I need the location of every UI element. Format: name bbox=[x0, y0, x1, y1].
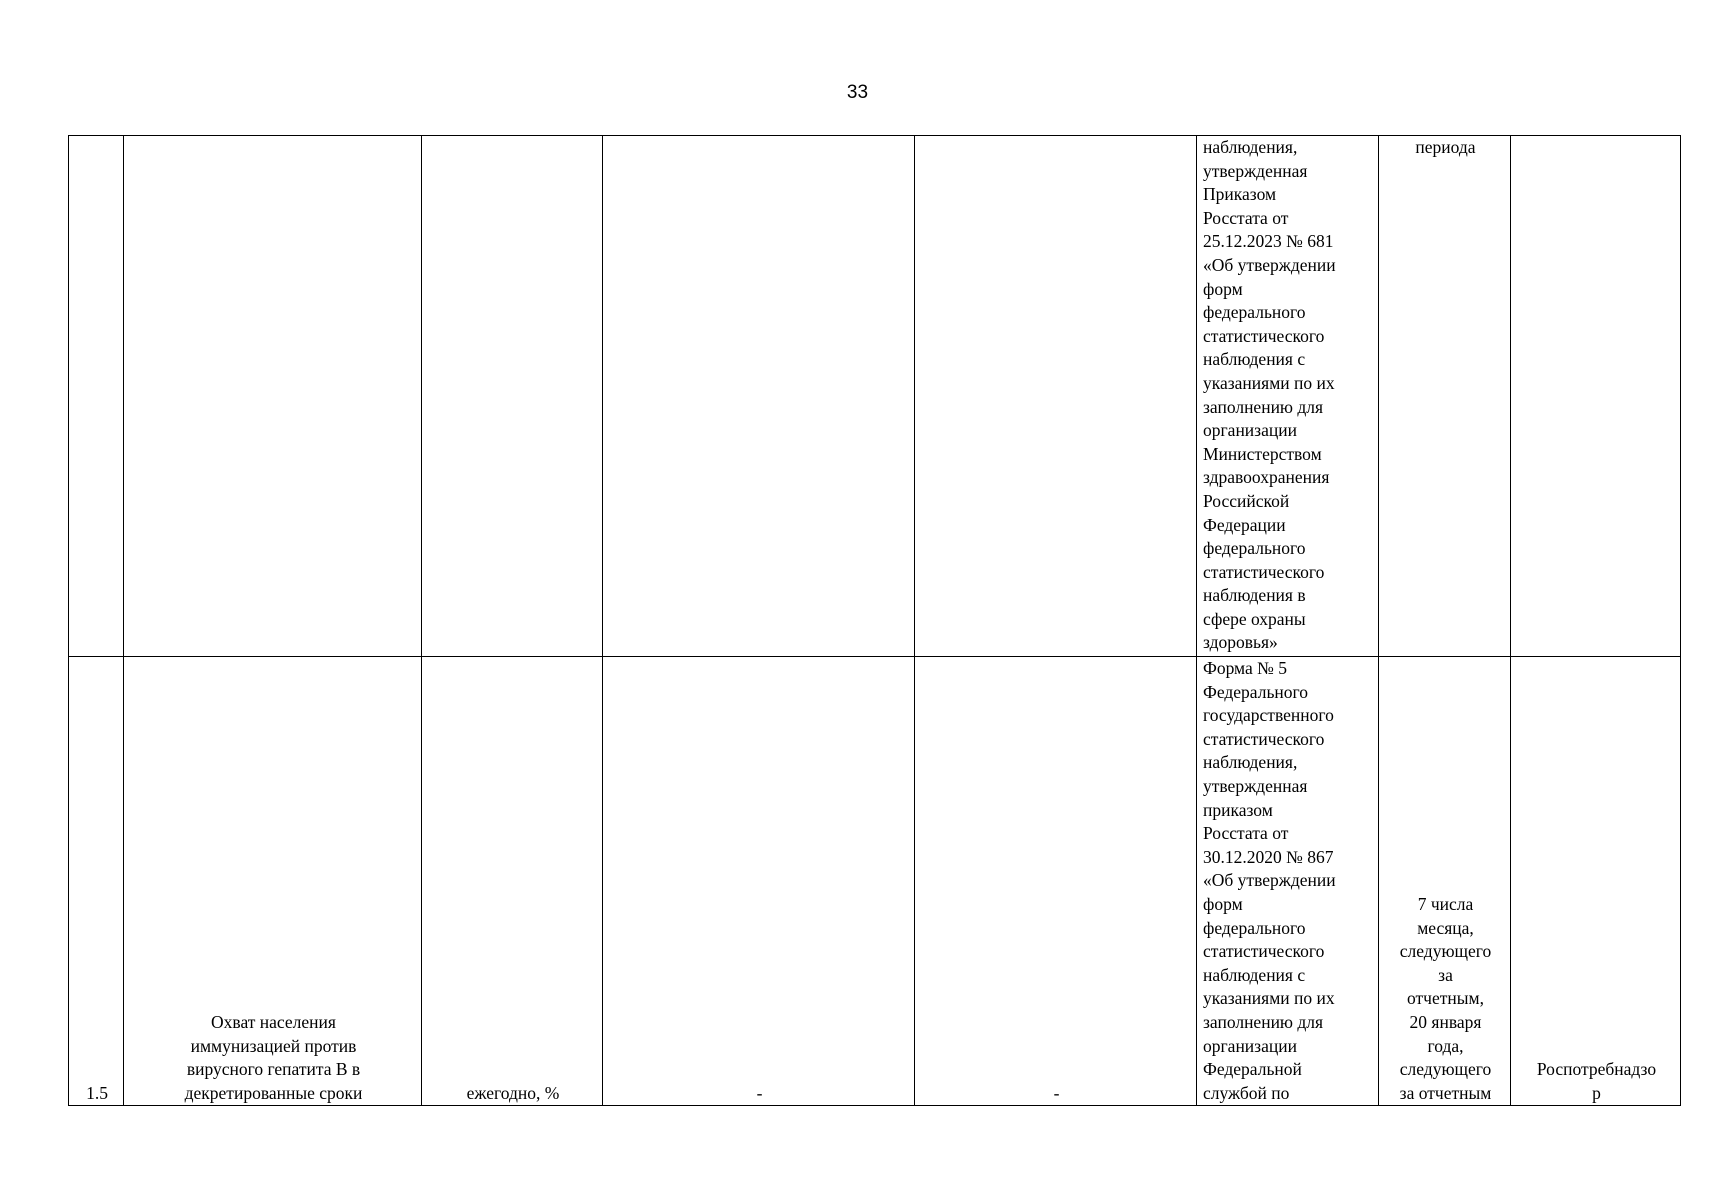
cell-text-line: р bbox=[1592, 1082, 1601, 1103]
cell-text-line: статистического bbox=[1203, 325, 1325, 346]
cell-text-line: отчетным, bbox=[1407, 988, 1484, 1009]
cell-text-line: статистического bbox=[1203, 728, 1325, 749]
cell-text-line: утвержденная bbox=[1203, 775, 1308, 796]
cell-text-line: Роспотребнадзо bbox=[1536, 1059, 1657, 1080]
cell-text-line: федерального bbox=[1203, 302, 1306, 323]
source-cell bbox=[1197, 657, 1379, 1106]
value-cell: - bbox=[603, 657, 915, 1106]
responsible-cell bbox=[1511, 136, 1681, 657]
cell-text-line: за отчетным bbox=[1399, 1082, 1492, 1103]
cell-text-line: 25.12.2023 № 681 bbox=[1203, 231, 1334, 252]
cell-text-line: наблюдения, bbox=[1203, 752, 1298, 773]
cell-text-line: федерального bbox=[1203, 538, 1306, 559]
source-cell bbox=[1197, 136, 1379, 657]
value-cell bbox=[915, 136, 1197, 657]
table-row bbox=[69, 657, 1681, 1106]
cell-text-line: «Об утверждении bbox=[1203, 254, 1336, 275]
deadline-cell bbox=[1379, 136, 1511, 657]
cell-text-line: указаниями по их bbox=[1203, 372, 1335, 393]
cell-text-line: Приказом bbox=[1203, 184, 1277, 205]
cell-text-line: заполнению для bbox=[1203, 396, 1324, 417]
cell-text-line: вирусного гепатита В в bbox=[186, 1059, 361, 1080]
cell-text-line: иммунизацией против bbox=[190, 1035, 357, 1056]
cell-text-line: организации bbox=[1203, 1035, 1297, 1056]
cell-text-line: Форма № 5 bbox=[1203, 658, 1287, 678]
cell-text-line: наблюдения, bbox=[1203, 137, 1298, 157]
value-cell bbox=[603, 136, 915, 657]
responsible-cell bbox=[1511, 657, 1681, 1106]
cell-text-line: форм bbox=[1203, 278, 1243, 299]
cell-text-line: Федеральной bbox=[1203, 1059, 1302, 1080]
cell-text-line: федерального bbox=[1203, 917, 1306, 938]
cell-text-line: Министерством bbox=[1203, 443, 1322, 464]
indicator-name-cell bbox=[124, 657, 422, 1106]
cell-text-line: следующего bbox=[1399, 1059, 1492, 1080]
table-row bbox=[69, 136, 1681, 657]
cell-text-line: утвержденная bbox=[1203, 160, 1308, 181]
cell-text-line: года, bbox=[1427, 1035, 1464, 1056]
row-number-cell: 1.5 bbox=[69, 657, 124, 1106]
cell-text-line: наблюдения с bbox=[1203, 349, 1306, 370]
cell-text-line: службой по bbox=[1203, 1082, 1290, 1103]
cell-text-line: здоровья» bbox=[1203, 632, 1278, 653]
unit-cell bbox=[422, 136, 603, 657]
cell-text-line: периода bbox=[1415, 137, 1476, 157]
cell-text-line: организации bbox=[1203, 420, 1297, 441]
cell-text-line: статистического bbox=[1203, 561, 1325, 582]
cell-text-line: заполнению для bbox=[1203, 1011, 1324, 1032]
cell-text-line: форм bbox=[1203, 893, 1243, 914]
cell-text-line: 7 числа bbox=[1417, 893, 1474, 914]
page-number: 33 bbox=[846, 82, 869, 103]
cell-text-line: «Об утверждении bbox=[1203, 870, 1336, 891]
cell-text-line: Федерации bbox=[1203, 514, 1286, 535]
indicator-table bbox=[68, 135, 1681, 1106]
cell-text-line: наблюдения с bbox=[1203, 964, 1306, 985]
deadline-cell bbox=[1379, 657, 1511, 1106]
cell-text-line: 20 января bbox=[1409, 1011, 1482, 1032]
cell-text-line: здравоохранения bbox=[1203, 467, 1330, 488]
indicator-name-cell bbox=[124, 136, 422, 657]
cell-text-line: декретированные сроки bbox=[184, 1082, 363, 1103]
cell-text-line: месяца, bbox=[1417, 917, 1474, 938]
value-cell: - bbox=[915, 657, 1197, 1106]
cell-text-line: Охват населения bbox=[211, 1011, 336, 1032]
cell-text-line: Федерального bbox=[1203, 681, 1309, 702]
cell-text-line: указаниями по их bbox=[1203, 988, 1335, 1009]
cell-text-line: Росстата от bbox=[1203, 823, 1289, 844]
cell-text-line: сфере охраны bbox=[1203, 608, 1306, 629]
cell-text-line: следующего bbox=[1399, 941, 1492, 962]
cell-text-line: государственного bbox=[1203, 705, 1334, 726]
cell-text-line: Российской bbox=[1203, 490, 1290, 511]
cell-text-line: Росстата от bbox=[1203, 207, 1289, 228]
cell-text-line: приказом bbox=[1203, 799, 1273, 820]
row-number-cell bbox=[69, 136, 124, 657]
cell-text-line: за bbox=[1438, 964, 1453, 985]
cell-text-line: 30.12.2020 № 867 bbox=[1203, 846, 1334, 867]
cell-text-line: наблюдения в bbox=[1203, 585, 1306, 606]
cell-text-line: статистического bbox=[1203, 941, 1325, 962]
unit-cell: ежегодно, % bbox=[422, 657, 603, 1106]
